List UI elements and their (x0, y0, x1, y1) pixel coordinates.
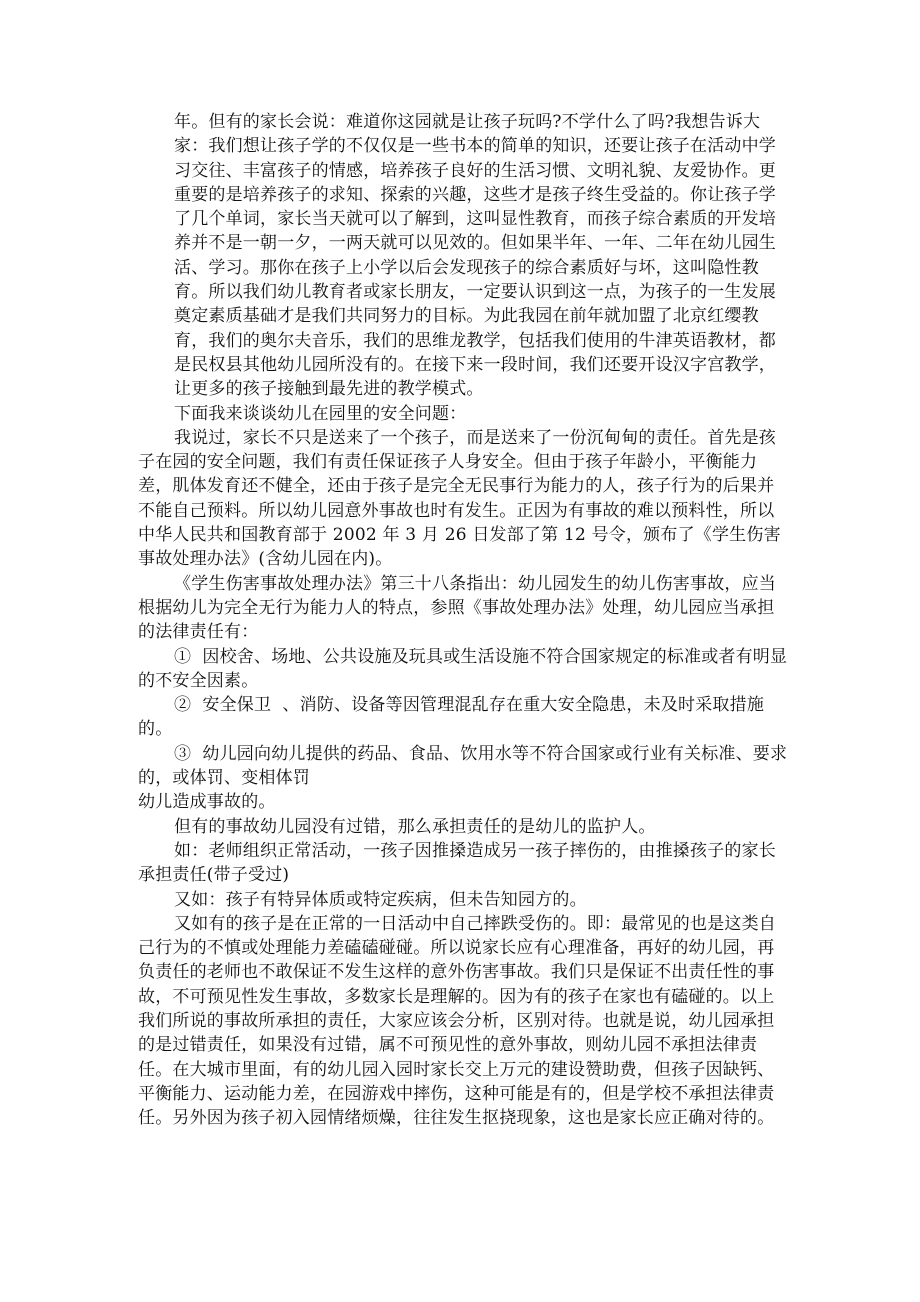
paragraph-6: ② 安全保卫 、消防、设备等因管理混乱存在重大安全隐患，未及时采取措施的。 (138, 695, 765, 740)
paragraph-1: 年。但有的家长会说：难道你这园就是让孩子玩吗?不学什么了吗?我想告诉大家：我们想让孩子学的不仅仅是一些书本的简单的知识，还要让孩子在活动中学习交往、丰富孩子的情感，培养孩子良好的生活习惯、文明礼貌、友爱协作。更重要的是培养孩子的求知、探索的兴趣，这些才是孩子终生受益的。你让孩子学了几个单词，家长当天就可以了解到，这叫显性教育，而孩子综合素质的开发培养并不是一朝一夕，一两天就可以见效的。但如果半年、一年、二年在幼儿园生活、学习。那你在孩子上小学以后会发现孩子的综合素质好与坏，这叫隐性教育。所以我们幼儿教育者或家长朋友，一定要认识到这一点，为孩子的一生发展奠定素质基础才是我们共同努力的目标。为此我园在前年就加盟了北京红缨教育，我们的奥尔夫音乐，我们的思维龙教学，包括我们使用的牛津英语教材，都是民权县其他幼儿园所没有的。在接下来一段时间，我们还要开设汉字宫教学，让更多的孩子接触到最先进的教学模式。 (174, 112, 776, 400)
paragraph-7: ③ 幼儿园向幼儿提供的药品、食品、饮用水等不符合国家或行业有关标准、要求的，或体罚、变相体罚 (138, 743, 788, 789)
paragraph-9: 但有的事故幼儿园没有过错，那么承担责任的是幼儿的监护人。 (174, 816, 656, 837)
paragraph-8: 幼儿造成事故的。 (138, 792, 276, 813)
paragraph-5: ① 因校舍、场地、公共设施及玩具或生活设施不符合国家规定的标准或者有明显的不安全因素。 (138, 646, 788, 691)
paragraph-10: 如：老师组织正常活动，一孩子因推搡造成另一孩子摔伤的，由推搡孩子的家长承担责任(带子受过) (138, 840, 776, 886)
document-body (138, 110, 790, 1130)
paragraph-4: 《学生伤害事故处理办法》第三十八条指出：幼儿园发生的幼儿伤害事故，应当根据幼儿为完全无行为能力人的特点，参照《事故处理办法》处理，幼儿园应当承担的法律责任有： (138, 573, 776, 643)
paragraph-2: 下面我来谈谈幼儿在园里的安全问题： (174, 403, 467, 424)
paragraph-12: 又如有的孩子是在正常的一日活动中自己摔跌受伤的。即：最常见的也是这类自己行为的不慎或处理能力差磕磕碰碰。所以说家长应有心理准备，再好的幼儿园，再负责任的老师也不敢保证不发生这样的意外伤害事故。我们只是保证不出责任性的事故，不可预见性发生事故，多数家长是理解的。因为有的孩子在家也有磕碰的。以上我们所说的事故所承担的责任，大家应该会分析，区别对待。也就是说，幼儿园承担的是过错责任，如果没有过错，属不可预见性的意外事故，则幼儿园不承担法律责任。在大城市里面，有的幼儿园入园时家长交上万元的建设赞助费，但孩子因缺钙、平衡能力、运动能力差，在园游戏中摔伤，这种可能是有的，但是学校不承担法律责任。另外因为孩子初入园情绪烦燥，往往发生抠挠现象，这也是家长应正确对待的。 (138, 913, 776, 1129)
paragraph-11: 又如：孩子有特异体质或特定疾病，但未告知园方的。 (174, 889, 587, 910)
paragraph-3: 我说过，家长不只是送来了一个孩子，而是送来了一份沉甸甸的责任。首先是孩子在园的安全问题，我们有责任保证孩子人身安全。但由于孩子年龄小，平衡能力差，肌体发育还不健全，还由于孩子是完全无民事行为能力的人，孩子行为的后果并不能自己预料。所以幼儿园意外事故也时有发生。正因为有事故的难以预料性，所以中华人民共和国教育部于 2002 年 3 月 26 日发部了第 12 号令，颁布了《学生伤害事故处理办法》(含幼儿园在内)。 (138, 427, 781, 570)
